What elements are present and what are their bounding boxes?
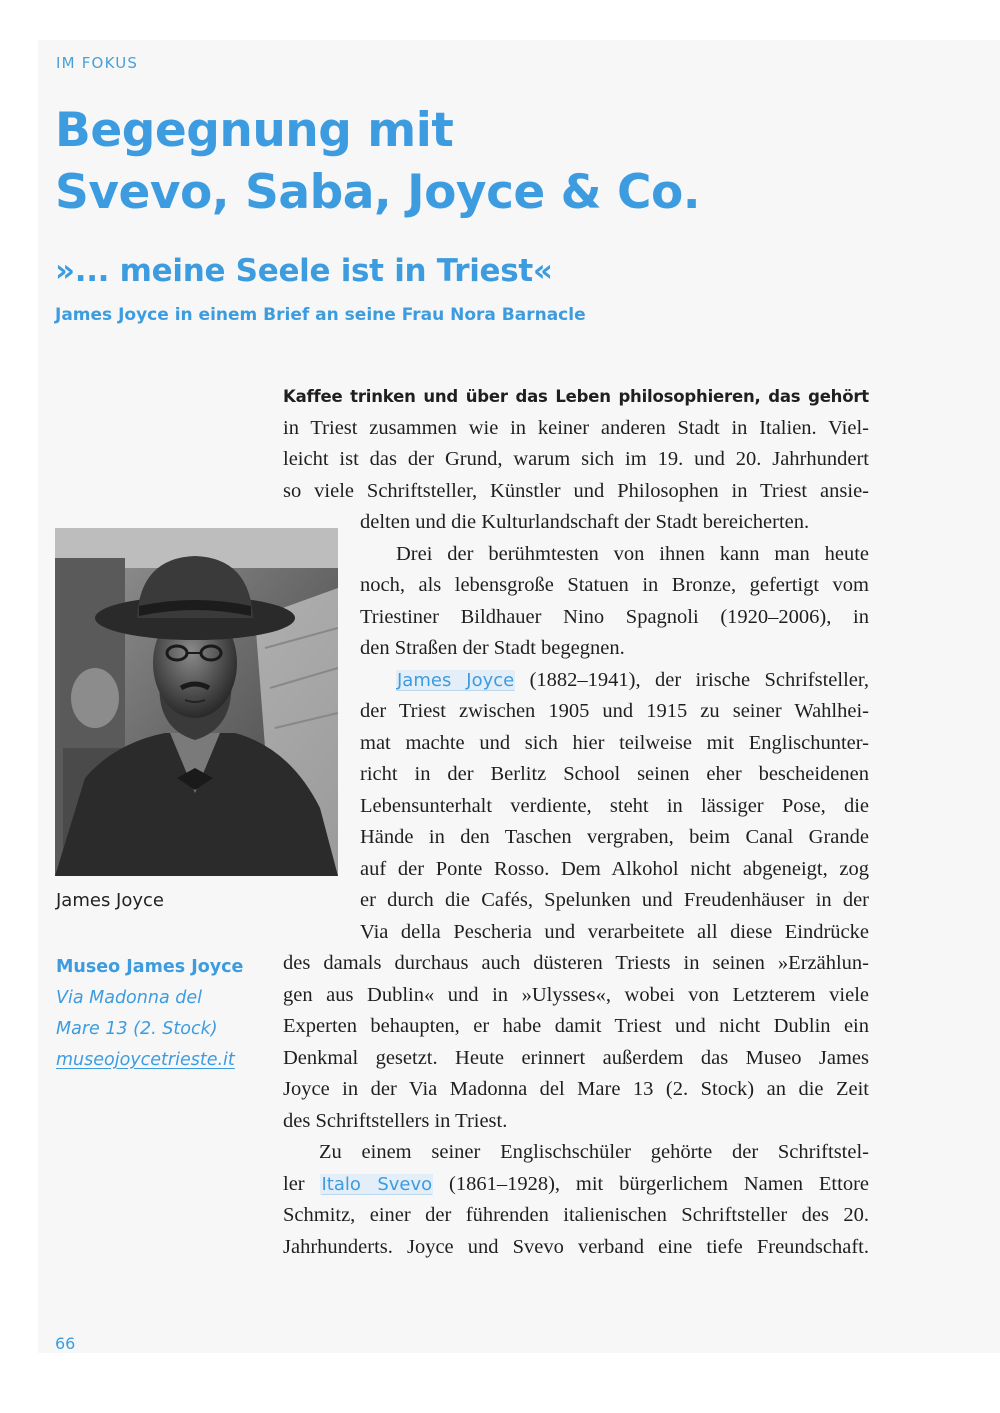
quote-heading: »... meine Seele ist in Triest« [55, 253, 553, 289]
section-kicker: IM FOKUS [56, 54, 139, 72]
body-line: Joyce in der Via Madonna del Mare 13 (2. Stock) an die Zeit [283, 1078, 869, 1100]
body-line: Experten behaupten, er habe damit Triest und nicht Dublin ein [283, 1015, 869, 1037]
body-line [283, 1169, 869, 1201]
body-line: den Straßen der Stadt begegnen. [360, 637, 625, 659]
body-line: Hände in den Taschen vergraben, beim Canal Grande [360, 826, 869, 848]
body-line: mat machte und sich hier teilweise mit Englischunter- [360, 731, 869, 754]
body-line: Triestiner Bildhauer Nino Spagnoli (1920–2006), in [360, 605, 869, 628]
museum-address-line-1: Via Madonna del [56, 988, 202, 1008]
body-line: Schmitz, einer der führenden italienischen Schriftsteller des 20. [283, 1204, 869, 1226]
museum-name: Museo James Joyce [56, 957, 244, 977]
quote-source: James Joyce in einem Brief an seine Frau Nora Barnacle [55, 305, 586, 325]
body-line-text: (1861–1928), mit bürgerlichem Namen Ettore [433, 1172, 870, 1195]
body-line: des damals durchaus auch düsteren Triests in seinen »Erzählun- [283, 952, 869, 974]
body-line [360, 665, 869, 697]
body-line: so viele Schriftsteller, Künstler und Philosophen in Triest ansie- [283, 479, 869, 502]
title-line-2: Svevo, Saba, Joyce & Co. [55, 165, 701, 220]
body-line: der Triest zwischen 1905 und 1915 zu seiner Wahlhei- [360, 700, 869, 722]
page-number: 66 [55, 1334, 76, 1353]
body-line: gen aus Dublin« und in »Ulysses«, wobei von Letzterem viele [283, 983, 869, 1006]
body-line: in Triest zusammen wie in keiner anderen Stadt in Italien. Viel- [283, 416, 869, 439]
body-line: Zu einem seiner Englischschüler gehörte der Schriftstel- [319, 1141, 869, 1163]
museum-address-line-2: Mare 13 (2. Stock) [56, 1019, 218, 1039]
museum-website-link[interactable]: museojoycetrieste.it [56, 1050, 235, 1070]
body-line: Drei der berühmtesten von ihnen kann man heute [396, 542, 869, 565]
photo-caption: James Joyce [56, 890, 164, 911]
body-line: delten und die Kulturlandschaft der Stadt bereicherten. [360, 511, 810, 533]
body-line: Lebensunterhalt verdiente, steht in lässiger Pose, die [360, 794, 869, 817]
body-line: Jahrhunderts. Joyce und Svevo verband eine tiefe Freundschaft. [283, 1235, 869, 1258]
body-line: richt in der Berlitz School seinen eher bescheidenen [360, 763, 869, 785]
body-line: noch, als lebensgroße Statuen in Bronze, gefertigt vom [360, 574, 869, 596]
body-line: Kaffee trinken und über das Leben philosophieren, das gehört [283, 387, 869, 406]
body-line: leicht ist das der Grund, warum sich im 19. und 20. Jahrhundert [283, 448, 869, 470]
body-line-text: (1882–1941), der irische Schrifsteller, [515, 668, 869, 691]
article-body [283, 381, 869, 1263]
museum-info-box [56, 952, 271, 1076]
title-line-1: Begegnung mit [55, 103, 454, 158]
body-line: des Schriftstellers in Triest. [283, 1109, 508, 1132]
body-line-text: ler [283, 1172, 321, 1195]
body-line: Denkmal gesetzt. Heute erinnert außerdem das Museo James [283, 1046, 869, 1069]
italo-svevo-link[interactable]: Italo Svevo [321, 1173, 433, 1195]
body-line: auf der Ponte Rosso. Dem Alkohol nicht abgeneigt, zog [360, 857, 869, 880]
body-line: er durch die Cafés, Spelunken und Freudenhäuser in der [360, 889, 869, 911]
body-line: Via della Pescheria und verarbeitete all diese Eindrücke [360, 920, 869, 943]
page-title [55, 100, 935, 224]
james-joyce-link[interactable]: James Joyce [397, 669, 515, 691]
